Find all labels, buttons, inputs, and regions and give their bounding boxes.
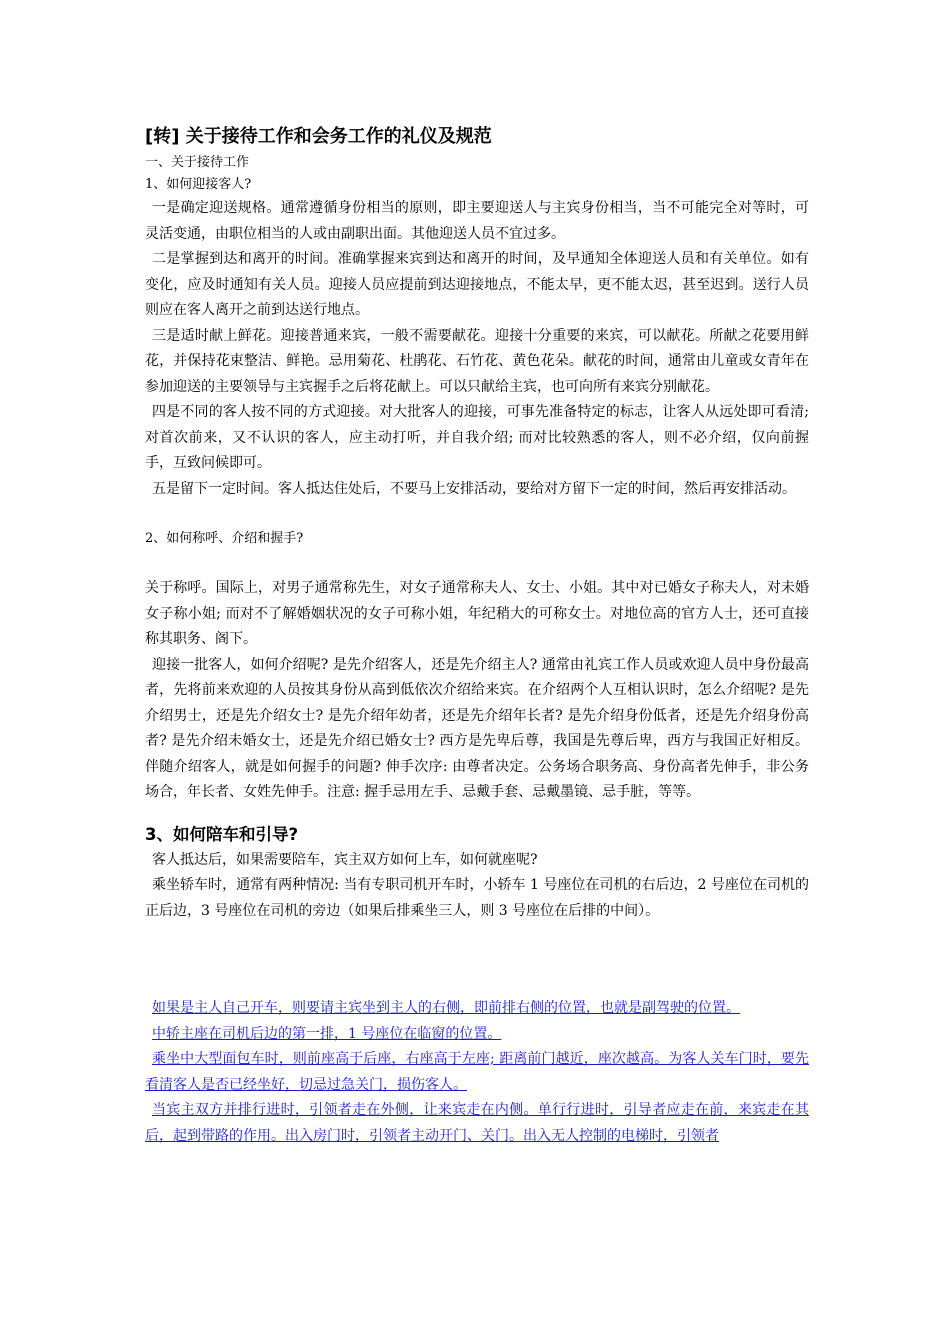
question-heading-2: 2、如何称呼、介绍和握手? xyxy=(145,531,304,546)
paragraph: 二是掌握到达和离开的时间。准确掌握来宾到达和离开的时间，及早通知全体迎送人员和有关单位。如有变化，应及时通知有关人员。迎接人员应提前到达迎接地点，不能太早，更不能太迟，甚至迟到。送行人员则应在客人离开之前到达送行地点。 xyxy=(145,251,809,318)
link-paragraph[interactable]: 中轿主座在司机后边的第一排，1 号座位在临窗的位置。 xyxy=(152,1025,502,1042)
paragraph: 乘坐轿车时，通常有两种情况: 当有专职司机开车时，小轿车 1 号座位在司机的右后边，2 号座位在司机的正后边，3 号座位在司机的旁边（如果后排乘坐三人，则 3 号座位在后排的中间）。 xyxy=(145,877,809,919)
link-paragraph[interactable]: 如果是主人自己开车，则要请主宾坐到主人的右侧，即前排右侧的位置，也就是副驾驶的位置。 xyxy=(152,1000,740,1016)
paragraph: 五是留下一定时间。客人抵达住处后，不要马上安排活动，要给对方留下一定的时间，然后再安排活动。 xyxy=(152,480,796,497)
document-title: [转] 关于接待工作和会务工作的礼仪及规范 xyxy=(145,126,492,147)
paragraph: 三是适时献上鲜花。迎接普通来宾，一般不需要献花。迎接十分重要的来宾，可以献花。所献之花要用鲜花，并保持花束整洁、鲜艳。忌用菊花、杜鹃花、石竹花、黄色花朵。献花的时间，通常由儿童或女青年在参加迎送的主要领导与主宾握手之后将花献上。可以只献给主宾，也可向所有来宾分别献花。 xyxy=(145,327,809,395)
spacer xyxy=(145,502,809,528)
link-paragraph[interactable]: 当宾主双方并排行进时，引领者走在外侧，让来宾走在内侧。单行行进时，引导者应走在前，来宾走在其后，起到带路的作用。出入房门时，引领者主动开门、关门。出入无人控制的电梯时，引领者 xyxy=(145,1102,809,1144)
spacer xyxy=(145,550,809,576)
question-heading-1: 1、如何迎接客人? xyxy=(145,177,252,192)
paragraph: 关于称呼。国际上，对男子通常称先生，对女子通常称夫人、女士、小姐。其中对已婚女子称夫人，对未婚女子称小姐; 而对不了解婚姻状况的女子可称小姐，年纪稍大的可称女士。对地位高的官方人士，还可直接称其职务、阁下。 xyxy=(145,580,809,647)
question-heading-3: 3、如何陪车和引导? xyxy=(145,824,299,844)
paragraph: 客人抵达后，如果需要陪车，宾主双方如何上车，如何就座呢? xyxy=(152,851,538,868)
link-paragraph[interactable]: 乘坐中大型面包车时，则前座高于后座，右座高于左座; 距离前门越近，座次越高。为客人关车门时，要先看清客人是否已经坐好，切忌过急关门，损伤客人。 xyxy=(145,1051,809,1093)
document-page xyxy=(145,120,809,1149)
spacer xyxy=(145,924,809,996)
paragraph: 一是确定迎送规格。通常遵循身份相当的原则，即主要迎送人与主宾身份相当，当不可能完全对等时，可灵活变通，由职位相当的人或由副职出面。其他迎送人员不宜过多。 xyxy=(145,200,809,242)
paragraph: 四是不同的客人按不同的方式迎接。对大批客人的迎接，可事先准备特定的标志，让客人从远处即可看清; 对首次前来，又不认识的客人，应主动打听，并自我介绍; 而对比较熟悉的客人，则不必介绍，仅向前握手，互致问候即可。 xyxy=(145,404,809,471)
paragraph: 迎接一批客人，如何介绍呢? 是先介绍客人，还是先介绍主人? 通常由礼宾工作人员或欢迎人员中身份最高者，先将前来欢迎的人员按其身份从高到低依次介绍给来宾。在介绍两个人互相认识时，怎么介绍呢? 是先介绍男士，还是先介绍女士? 是先介绍年幼者，还是先介绍年长者? 是先介绍身份低者，还是先介绍身份高者? 是先介绍未婚女士，还是先介绍已婚女士? 西方是先卑后尊，我国是先尊后卑，西方与我国正好相反。伴随介绍客人，就是如何握手的问题? 伸手次序: 由尊者决定。公务场合职务高、身份高者先伸手，非公务场合，年长者、女姓先伸手。注意: 握手忌用左手、忌戴手套、忌戴墨镜、忌手脏，等等。 xyxy=(145,656,809,800)
section-heading: 一、关于接待工作 xyxy=(145,155,250,170)
